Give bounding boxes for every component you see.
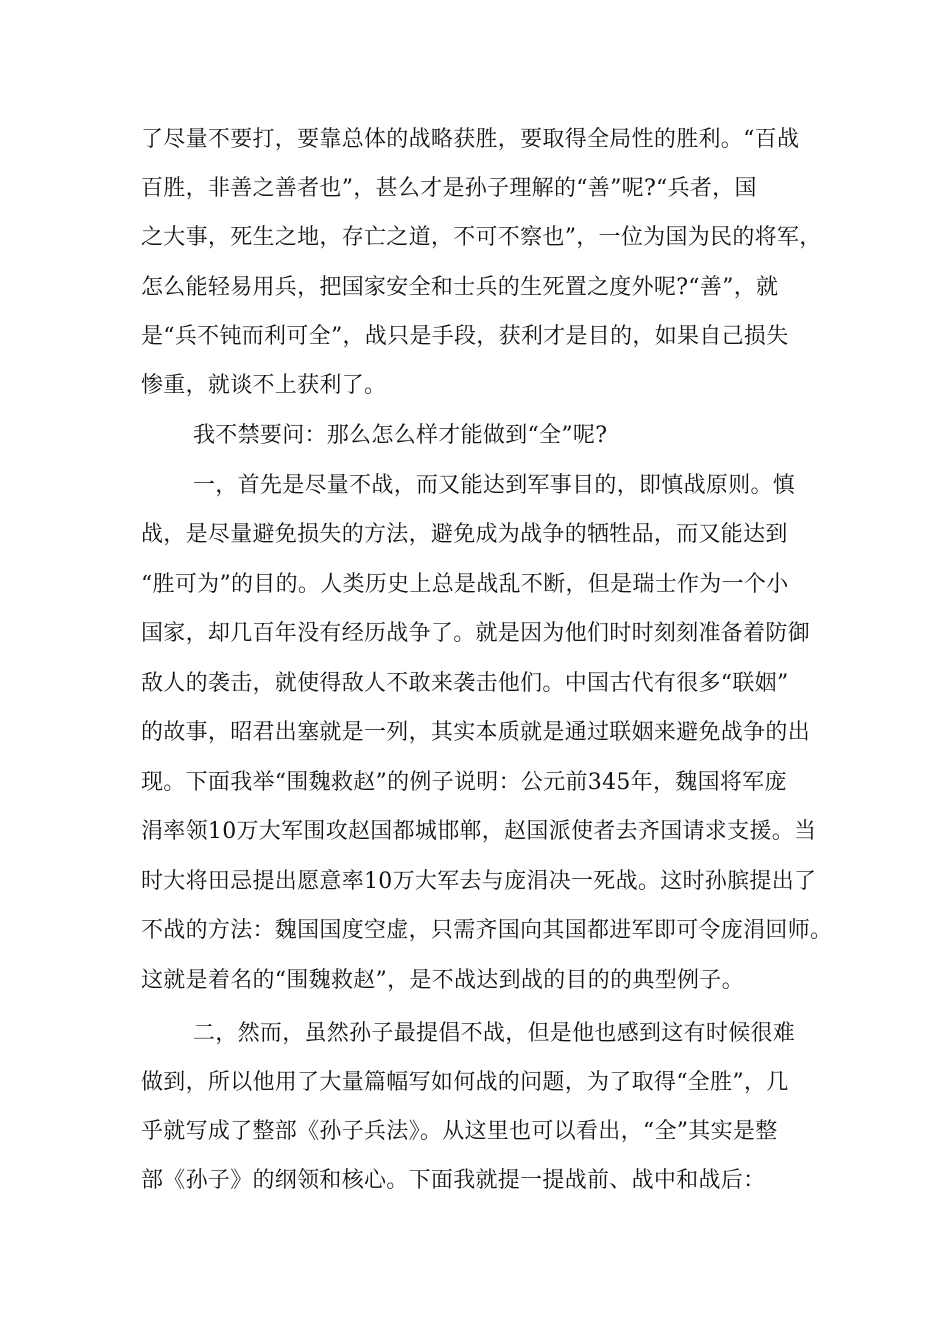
text-line: 这就是着名的“围魏救赵”，是不战达到战的目的的典型例子。 [141, 968, 744, 993]
text-line: 做到，所以他用了大量篇幅写如何战的问题，为了取得“全胜”，几 [141, 1070, 789, 1095]
text-line: 不战的方法：魏国国度空虚，只需齐国向其国都进军即可令庞涓回师。 [141, 918, 833, 943]
paragraph-first-line: 一，首先是尽量不战，而又能达到军事目的，即慎战原则。慎 [193, 473, 796, 498]
text-line: 部《孙子》的纲领和核心。下面我就提一提战前、战中和战后： [141, 1168, 766, 1193]
text-line: 敌人的袭击，就使得敌人不敢来袭击他们。中国古代有很多“联姻” [141, 671, 789, 696]
text-line: 的故事，昭君出塞就是一列，其实本质就是通过联姻来避免战争的出 [141, 720, 811, 745]
text-line: 乎就写成了整部《孙子兵法》。从这里也可以看出，“全”其实是整 [141, 1119, 778, 1144]
text-line: 涓率领10万大军围攻赵国都城邯郸，赵国派使者去齐国请求支援。当 [141, 819, 817, 844]
text-line: 是“兵不钝而利可全”，战只是手段，获利才是目的，如果自己损失 [141, 324, 789, 349]
text-line: 国家，却几百年没有经历战争了。就是因为他们时时刻刻准备着防御 [141, 621, 811, 646]
text-line: 现。下面我举“围魏救赵”的例子说明：公元前345年，魏国将军庞 [141, 770, 787, 795]
text-line: 之大事，死生之地，存亡之道，不可不察也”，一位为国为民的将军， [141, 225, 822, 250]
text-line: “胜可为”的目的。人类历史上总是战乱不断，但是瑞士作为一个小 [141, 572, 789, 597]
paragraph-first-line: 二，然而，虽然孙子最提倡不战，但是他也感到这有时候很难 [193, 1021, 796, 1046]
text-line: 时大将田忌提出愿意率10万大军去与庞涓决一死战。这时孙膑提出了 [141, 869, 817, 894]
text-line: 惨重，就谈不上获利了。 [141, 373, 387, 398]
text-line: 战，是尽量避免损失的方法，避免成为战争的牺牲品，而又能达到 [141, 522, 788, 547]
text-line: 百胜，非善之善者也”，甚么才是孙子理解的“善”呢?“兵者，国 [141, 176, 757, 201]
text-line: 怎么能轻易用兵，把国家安全和士兵的生死置之度外呢?“善”，就 [141, 275, 779, 300]
paragraph-first-line: 我不禁要问：那么怎么样才能做到“全”呢? [193, 423, 608, 448]
text-line: 了尽量不要打，要靠总体的战略获胜，要取得全局性的胜利。“百战 [141, 127, 800, 152]
